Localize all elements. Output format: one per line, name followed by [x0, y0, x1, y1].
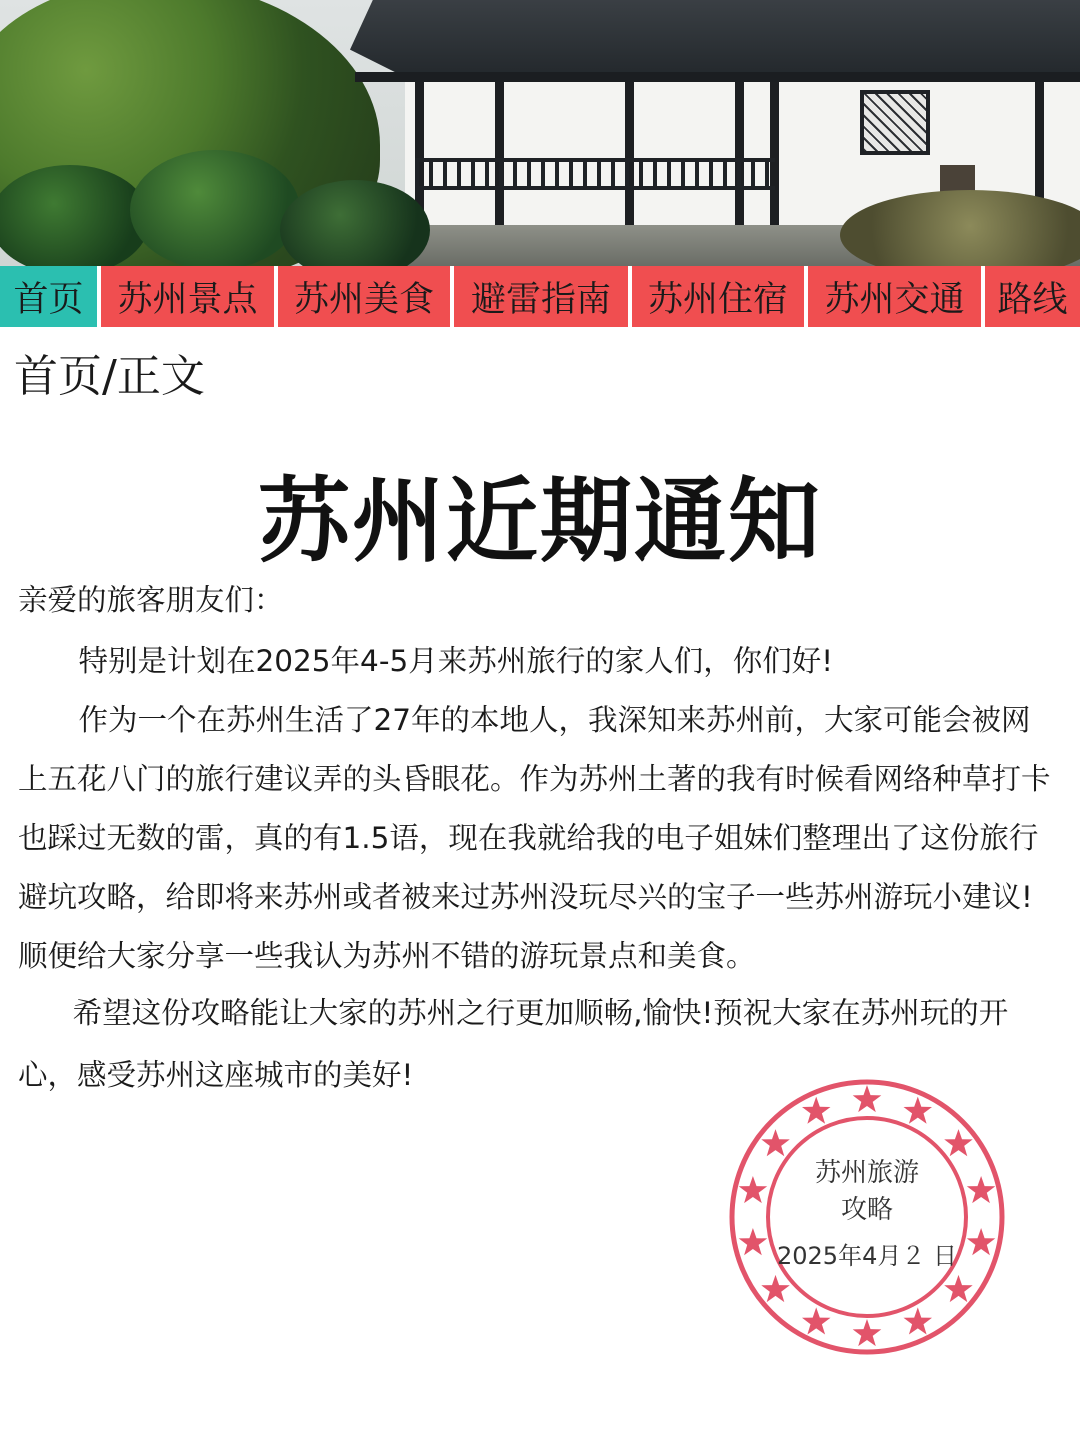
balcony-railing: [415, 158, 775, 190]
star-icon: [904, 1307, 933, 1334]
roof-eave: [355, 72, 1080, 82]
lattice-window: [860, 90, 930, 155]
star-icon: [802, 1097, 831, 1124]
paragraph-2: 作为一个在苏州生活了27年的本地人，我深知来苏州前，大家可能会被网上五花八门的旅行建议弄的头昏眼花。作为苏州土著的我有时候看网络种草打卡也踩过无数的雷，真的有1.5语，现在我就给我的电子姐妹们整理出了这份旅行避坑攻略，给即将来苏州或者被来过苏州没玩尽兴的宝子一些苏州游玩小建议!顺便给大家分享一些我认为苏州不错的游玩景点和美食。: [18, 703, 1051, 973]
greeting: 亲爱的旅客朋友们：: [18, 583, 284, 617]
pillar: [735, 82, 744, 227]
nav-item-home[interactable]: 首页: [0, 266, 101, 327]
star-icon: [761, 1275, 790, 1302]
page-title: 苏州近期通知: [257, 468, 822, 575]
main-nav: [0, 266, 1080, 327]
pillar: [495, 82, 504, 227]
stamp-line1: 苏州旅游: [814, 1158, 919, 1188]
hero-image: [0, 0, 1080, 266]
seal-stamp: [728, 1078, 1006, 1356]
stamp-line2: 攻略: [840, 1195, 893, 1225]
breadcrumb: 首页/正文: [14, 351, 205, 402]
stamp-date: 2025年4月２ 日: [777, 1242, 957, 1270]
pillar: [770, 82, 779, 227]
nav-item-food[interactable]: 苏州美食: [278, 266, 454, 327]
star-icon: [853, 1085, 882, 1112]
star-icon: [853, 1319, 882, 1346]
star-icon: [944, 1275, 973, 1302]
paragraph-1: 特别是计划在2025年4-5月来苏州旅行的家人们，你们好!: [78, 644, 834, 678]
nav-item-lodging[interactable]: 苏州住宿: [632, 266, 808, 327]
star-icon: [802, 1307, 831, 1334]
nav-item-attractions[interactable]: 苏州景点: [101, 266, 278, 327]
star-icon: [904, 1097, 933, 1124]
bush: [130, 150, 300, 266]
nav-item-avoid-guide[interactable]: 避雷指南: [454, 266, 632, 327]
article-body: [18, 576, 1058, 1106]
pavilion-roof: [350, 0, 1080, 80]
paragraph-3: 希望这份攻略能让大家的苏州之行更加顺畅,愉快!预祝大家在苏州玩的开心，感受苏州这座城市的美好!: [18, 996, 1009, 1092]
nav-item-routes[interactable]: 路线: [985, 266, 1080, 327]
nav-item-transport[interactable]: 苏州交通: [808, 266, 985, 327]
pillar: [625, 82, 634, 227]
